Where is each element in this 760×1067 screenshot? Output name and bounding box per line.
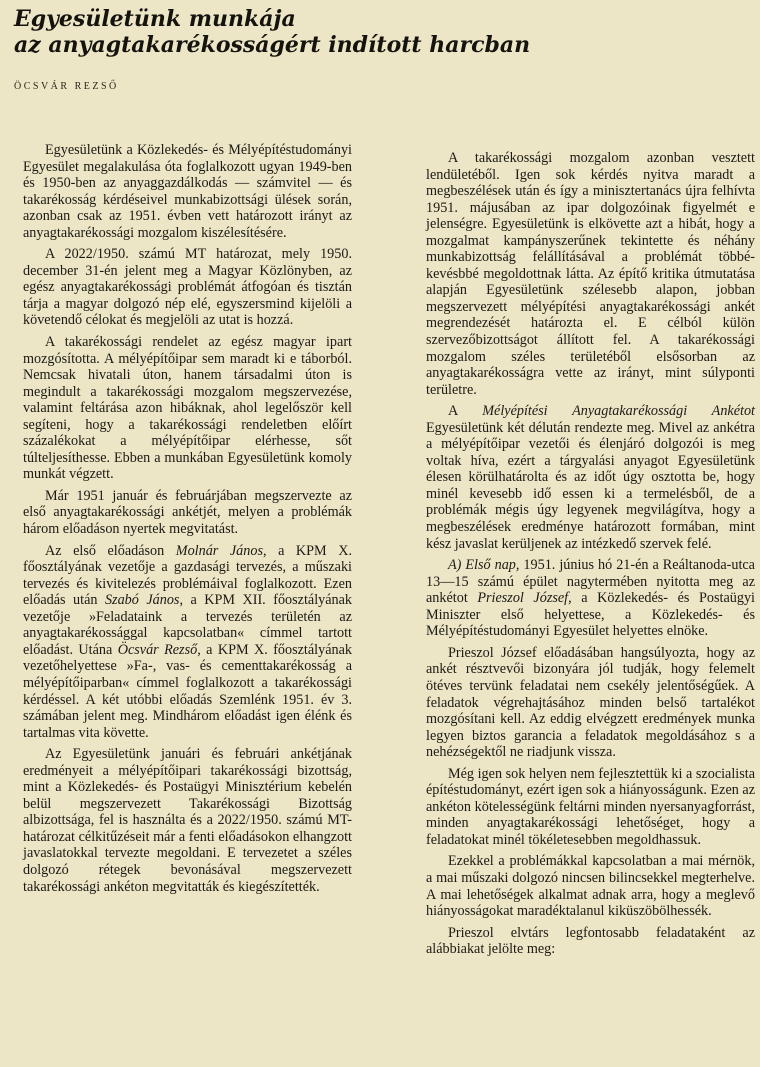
right-paragraph-3 bbox=[426, 557, 755, 640]
right-paragraph-5: Még igen sok helyen nem fejlesztettük ki a szocialista építéstudományt, ezért igen sok a hiányosságunk. Ezen az ankéton kötelességünk feltárni minden nyersanyagforrást, minden anyagtakarékossági lehetőséget, hogy a feladatokat minél tökéletesebben megoldhassuk. bbox=[426, 765, 755, 848]
right-column bbox=[426, 150, 755, 963]
person-name: Molnár János bbox=[175, 542, 263, 559]
article-title bbox=[14, 6, 754, 58]
text-run: , a KPM X. főosztályának vezetője a gazdasági tervezés, a műszaki tervezés és kivitelezés problémáival foglalkozott. Ezen előadás után bbox=[23, 542, 352, 609]
text-run: , a KPM XII. főosztályának vezetője »Feladataink a tervezés területén az anyagtakarékossággal kapcsolatban« címmel tartott előadást. Utána bbox=[23, 592, 353, 658]
person-name: Szabó János bbox=[104, 592, 180, 609]
left-paragraph-1: Egyesületünk a Közlekedés- és Mélyépítéstudományi Egyesület megalakulása óta foglalkozott ugyan 1949-ben és 1950-ben az anyaggazdálkodás — számvitel — és takarékosság kérdéseivel munkabizottsági ülések során, azonban csak az 1951. évben vett határozott irányt az anyagtakarékossági mozgalom kiszélesítésére. bbox=[23, 142, 352, 241]
text-run: 1951. június hó 21-én a Reáltanoda-utca 13—15 számú épület nagytermében nyitotta meg az ankétot bbox=[426, 557, 755, 607]
text-run: , a KPM X. főosztályának vezetőhelyettese »Fa-, vas- és cementtakarékosság a mélyépítőiparban« címmel foglalkozott a takarékossági kérdéssel. A két utóbbi előadás Szemlénk 1951. év 3. számában jelent meg. Mindhárom előadást igen élénk és tartalmas vita követte. bbox=[23, 641, 352, 741]
text-run: A bbox=[448, 403, 483, 420]
text-run: Az első előadáson bbox=[45, 542, 176, 559]
left-paragraph-3: A takarékossági rendelet az egész magyar ipart mozgósította. A mélyépítőipar sem maradt ki e táborból. Nemcsak hivatali úton, hanem társadalmi úton is megindult a takarékossági mozgalom megszervezése, valamint feltárása azon hibáknak, ahol legelőször kell segíteni, hogy a takarékossági rendeletben előírt százalékokat a mélyépítőipar elérhesse, sőt túlteljesíthesse. Ebben a munkában Egyesületünk komoly munkát végzett. bbox=[23, 334, 352, 483]
left-column bbox=[23, 142, 352, 900]
right-paragraph-7: Prieszol elvtárs legfontosabb feladataként az alábbiakat jelölte meg: bbox=[426, 924, 755, 958]
right-paragraph-4: Prieszol József előadásában hangsúlyozta, hogy az ankét résztvevői bizonyára jól tudják, hogy felemelt ötéves tervünk feladatai nem csekély jelentőségűek. A feladatok végrehajtásához minden belső tartalékot mozgósítani kell. Az eddig elvégzett eredmények munka legyen biztos garancia a feladatok megoldásához s a nehézségektől ne riadjunk vissza. bbox=[426, 644, 755, 761]
section-heading: A) Első nap, bbox=[448, 557, 520, 574]
left-paragraph-2: A 2022/1950. számú MT határozat, mely 1950. december 31-én jelent meg a Magyar Közlönyben, az egész anyagtakarékossági problémát átfogóan és tisztán tárja a magyar dolgozó nép elé, egyszersmind kijelöli a követendő célokat és megjelöli az utat is hozzá. bbox=[23, 246, 352, 329]
left-paragraph-5 bbox=[23, 543, 352, 742]
right-paragraph-1: A takarékossági mozgalom azonban vesztett lendületéből. Igen sok kérdés nyitva maradt a megbeszélések után és így a minisztertanács újra felhívta 1951. májusában az ipar dolgozóinak figyelmét e jelenségre. Egyesületünk is elkövette azt a hibát, hogy a mozgalmat kampányszerűnek tekintette és néhány munkabizottság felállításával a problémát többé-kevésbbé megoldottnak látta. Az építő kritika útmutatása alapján Egyesületünk szélesebb alapon, jobban megszervezett mélyépítési anyagtakarékossági ankét megrendezését határozta el. E célból külön szervezőbizottságot állított fel. A takarékossági mozgalom széles területéből elsősorban az anyagtakarékosságra vette az irányt, mint súlyponti területre. bbox=[426, 150, 755, 398]
left-paragraph-6: Az Egyesületünk januári és februári ankétjának eredményeit a mélyépítőipari takarékossági bizottság, mint a Közlekedés- és Postaügyi Minisztérium kebelén belül megszervezett Takarékossági Bizottság albizottsága, fel is használta és a 2022/1950. számú MT-határozat célkitűzéseit már a fenti előadásokon elhangzott javaslatokkal tervezte megoldani. E tervezetet a széles dolgozó rétegek bevonásával megszervezett takarékossági ankéton megvitatták és kiegészítették. bbox=[23, 746, 352, 895]
person-name: Öcsvár Rezső bbox=[117, 641, 198, 658]
text-run: , a Közlekedés- és Postaügyi Miniszter első helyettese, a Közlekedés- és Mélyépítéstudományi Egyesület helyettes elnöke. bbox=[426, 590, 755, 640]
event-name: Mélyépítési Anyagtakarékossági Ankétot bbox=[482, 403, 755, 420]
right-paragraph-6: Ezekkel a problémákkal kapcsolatban a mai mérnök, a mai műszaki dolgozó nincsen bilincsekkel megterhelve. A mai lehetőségek alkalmat adnak arra, hogy a meglevő hiányosságokat maradéktalanul kiküszöbölhessék. bbox=[426, 853, 755, 920]
article-title-line-2: az anyagtakarékosságért indított harcban bbox=[14, 32, 531, 58]
person-name: Prieszol József bbox=[477, 590, 569, 607]
article-title-line-1: Egyesületünk munkája bbox=[14, 6, 296, 32]
right-paragraph-2 bbox=[426, 403, 755, 552]
text-run: Egyesületünk két délután rendezte meg. Mivel az ankétra a mélyépítőipar vezetői és élenjáró dolgozói is meg voltak híva, ezért a tárgyalási anyagot Egyesületünk élesen körülhatárolta és az időt úgy osztotta be, hogy minél kevesebb idő essen ki a termelésből, de a problémák mégis úgy legyenek megvilágítva, hogy a megbeszélések eredménye határozott formában, mint kész javaslat kerüljenek az intézkedő szervek felé. bbox=[426, 419, 755, 552]
article-author: ÖCSVÁR REZSŐ bbox=[14, 81, 119, 92]
left-paragraph-4: Már 1951 január és februárjában megszervezte az első anyagtakarékossági ankétjét, melyen a problémák három előadáson nyertek megvitatást. bbox=[23, 487, 352, 538]
